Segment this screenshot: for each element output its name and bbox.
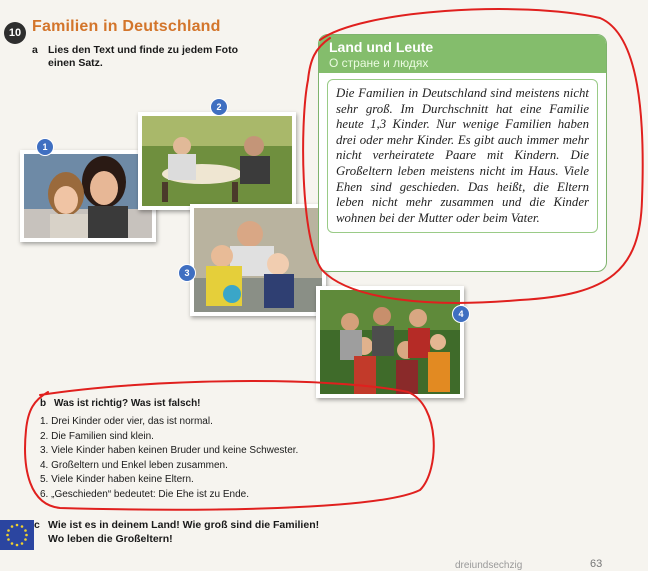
page-footer-word: dreiundsechzig — [455, 560, 523, 571]
task-b-heading-text: Was ist richtig? Was ist falsch! — [54, 398, 201, 409]
red-circle-task-b — [25, 381, 434, 510]
red-circle-info-box — [303, 9, 643, 303]
photo-number-2: 2 — [210, 98, 228, 116]
photo-number-4: 4 — [452, 305, 470, 323]
list-item: 1. Drei Kinder oder vier, das ist normal. — [40, 416, 213, 427]
list-item: 6. „Geschieden“ bedeutet: Die Ehe ist zu Ende. — [40, 488, 250, 500]
info-box-text: Die Familien in Deutschland sind meistens nicht sehr groß. Im Durchschnitt hat eine Familie heute 1,3 Kinder. Nur wenige Familien haben drei oder mehr Kinder. Es gibt auch immer mehr nicht verheiratete Paare mit Kindern. Die Großeltern leben meistens nicht im Haus. Viele Ehen sind geschieden. Das heißt, die Eltern leben nicht mehr zusammen und die Kinder wohnen bei der Mutter oder beim Vater. — [327, 79, 598, 233]
photo-number-1: 1 — [36, 138, 54, 156]
list-item: 4. Großeltern und Enkel leben zusammen. — [40, 459, 228, 471]
info-box-subtitle: О стране и людях — [329, 56, 429, 70]
task-c-letter: c — [34, 519, 40, 531]
task-c-line-2: Wo leben die Großeltern! — [48, 533, 173, 545]
task-number-badge: 10 — [4, 22, 26, 44]
task-a-letter: a — [32, 44, 38, 56]
task-a-line-1: Lies den Text und finde zu jedem Foto — [48, 44, 238, 56]
task-a-line-2: einen Satz. — [48, 57, 103, 69]
info-box-title: Land und Leute — [329, 39, 434, 55]
list-item: 3. Viele Kinder haben keinen Bruder und keine Schwester. — [40, 445, 299, 457]
list-item: 5. Viele Kinder haben keine Eltern. — [40, 474, 194, 486]
photo-number-3: 3 — [178, 264, 196, 282]
page-title: Familien in Deutschland — [32, 18, 221, 35]
page-number: 63 — [590, 558, 603, 570]
list-item: 2. Die Familien sind klein. — [40, 430, 154, 442]
task-c-line-1: Wie ist es in deinem Land! Wie groß sind die Familien! — [48, 519, 320, 531]
task-b-letter: b — [40, 398, 47, 409]
